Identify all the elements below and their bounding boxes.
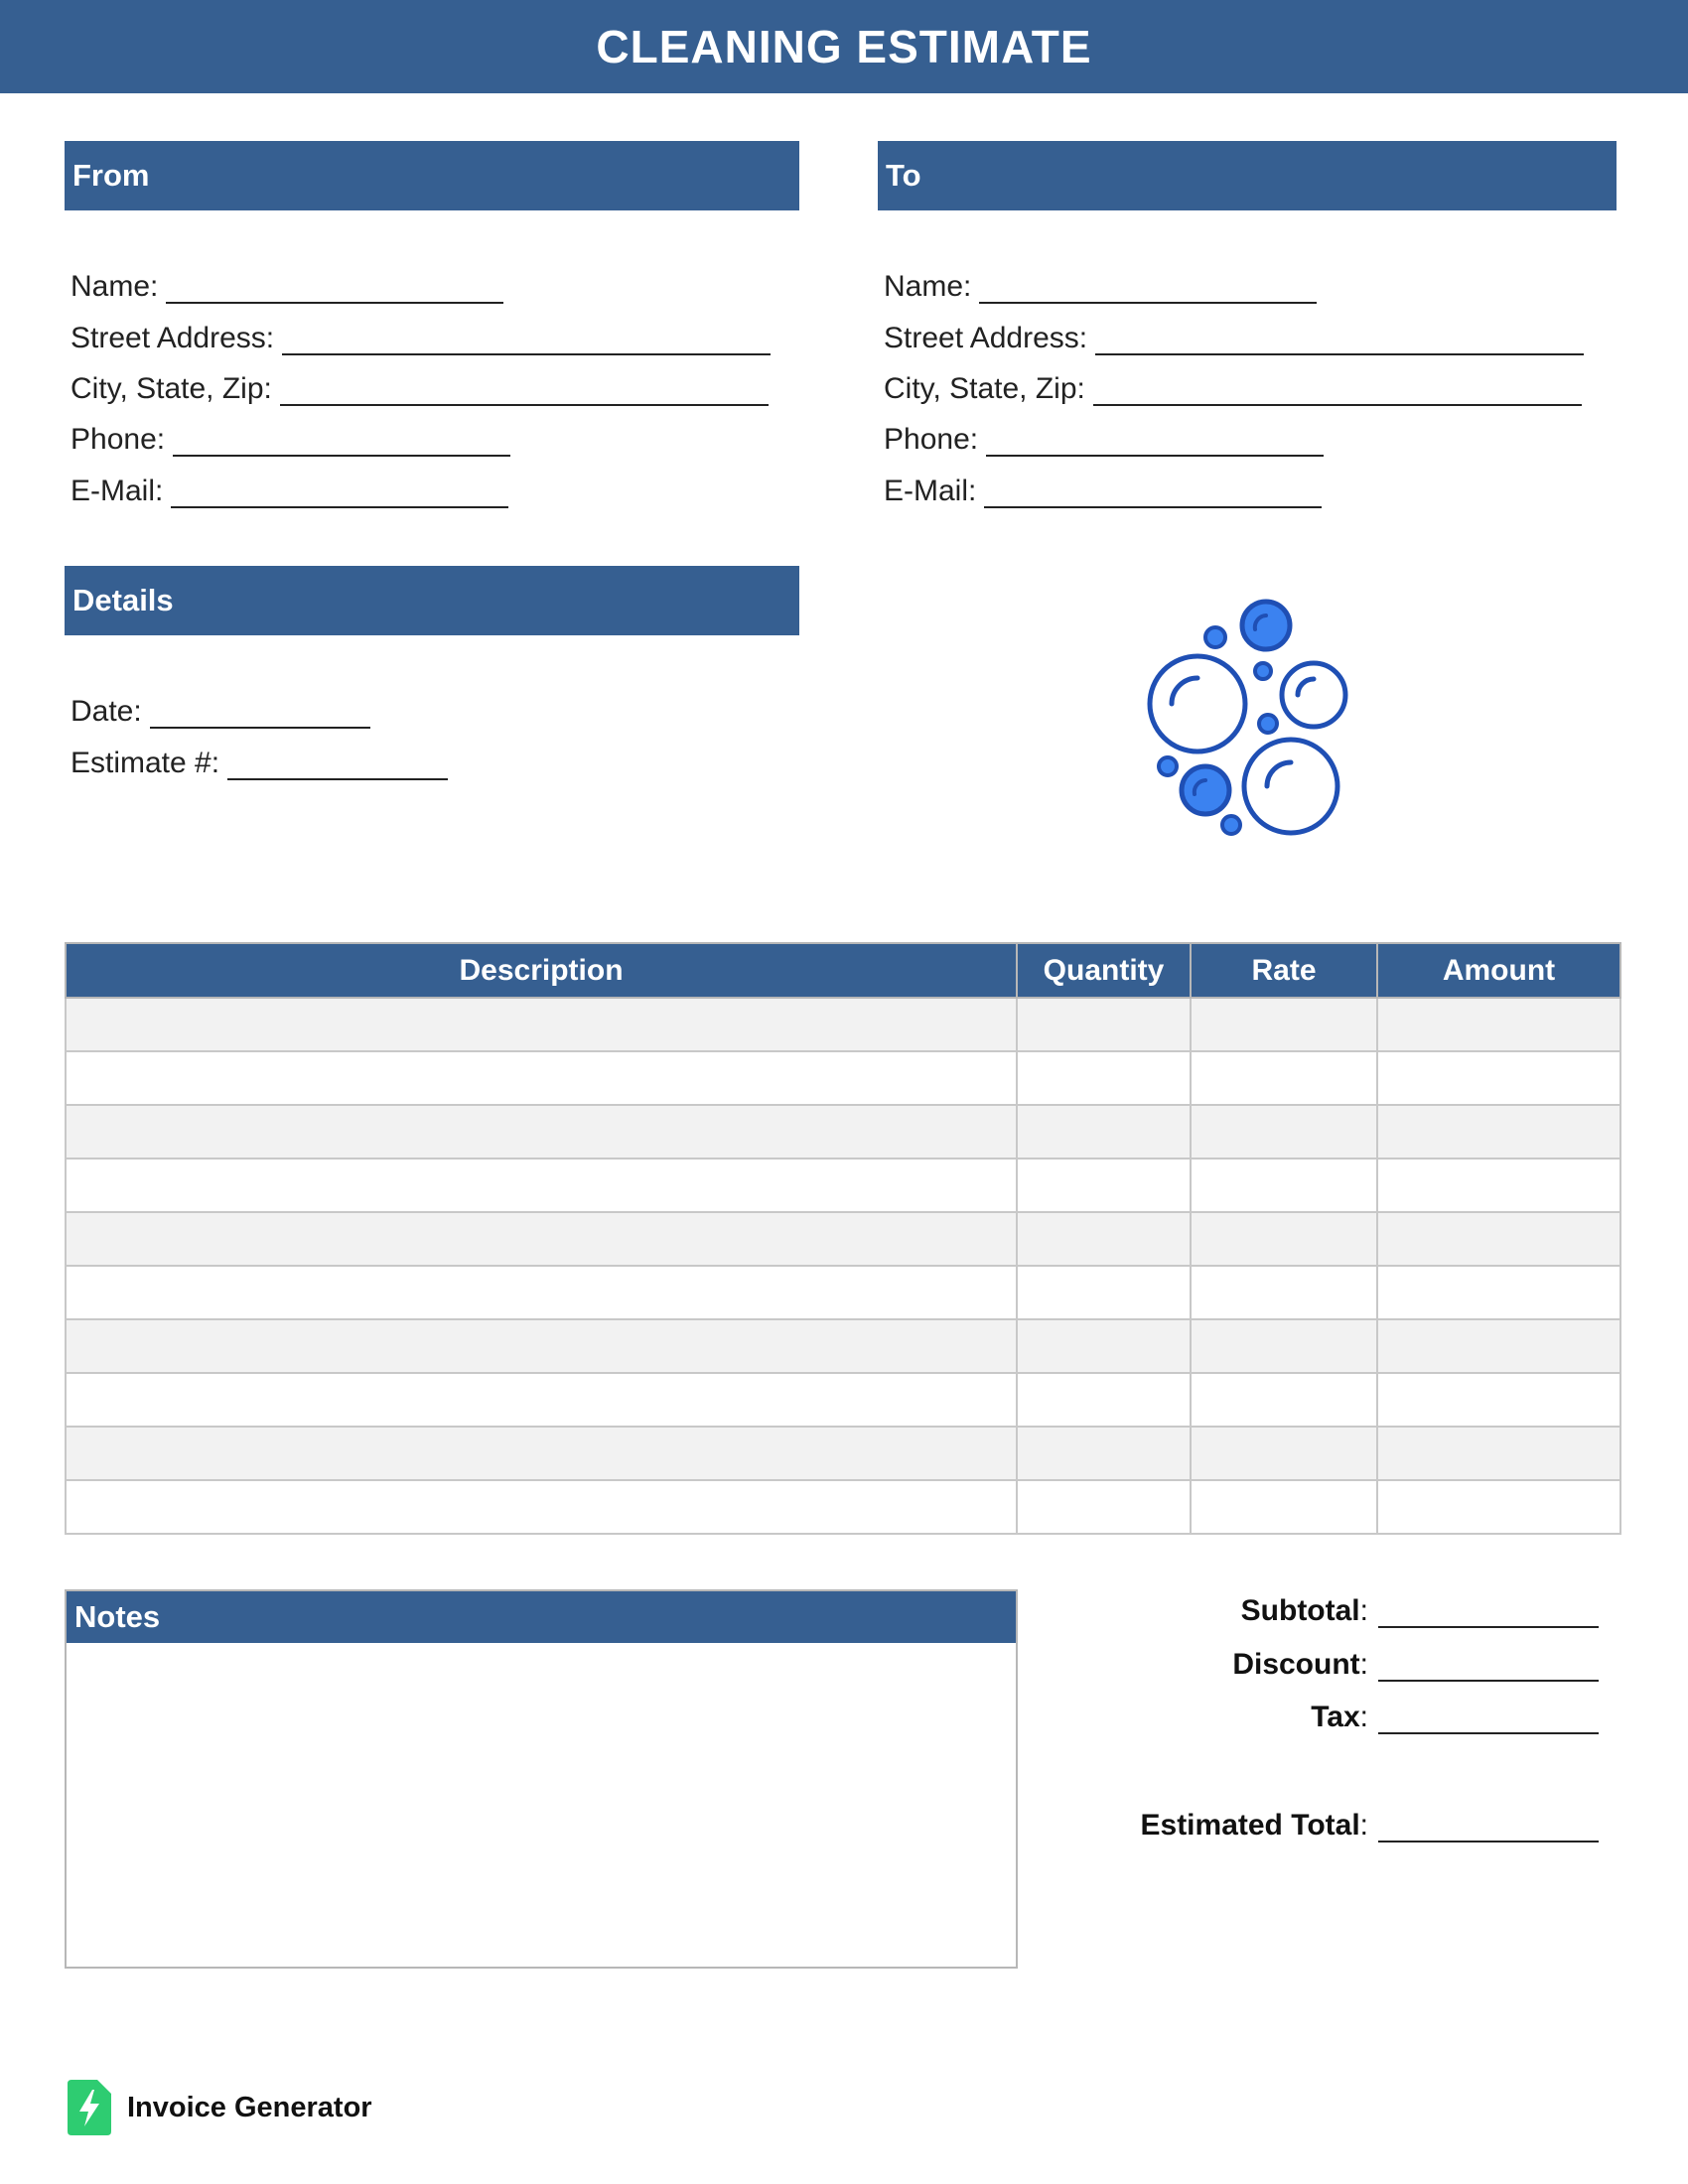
table-row	[66, 1373, 1620, 1427]
to-name-label: Name:	[884, 270, 972, 303]
from-city-field[interactable]	[70, 366, 769, 406]
from-street-line[interactable]	[282, 324, 771, 355]
notes-section-header	[67, 1591, 1016, 1643]
details-section-header	[65, 566, 799, 635]
quantity-cell[interactable]	[1017, 998, 1191, 1051]
from-name-line[interactable]	[166, 272, 503, 304]
tax-line[interactable]	[1378, 1703, 1599, 1734]
estimate-number-field[interactable]	[70, 741, 448, 780]
description-cell[interactable]	[66, 1159, 1017, 1212]
from-phone-line[interactable]	[173, 425, 510, 457]
quantity-cell[interactable]	[1017, 1212, 1191, 1266]
to-phone-label: Phone:	[884, 423, 979, 456]
from-street-label: Street Address:	[70, 322, 275, 354]
description-cell[interactable]	[66, 1212, 1017, 1266]
rate-cell[interactable]	[1191, 1427, 1377, 1480]
amount-cell[interactable]	[1377, 1212, 1620, 1266]
table-row	[66, 1319, 1620, 1373]
to-street-label: Street Address:	[884, 322, 1088, 354]
to-city-label: City, State, Zip:	[884, 372, 1085, 405]
to-name-line[interactable]	[979, 272, 1317, 304]
table-row	[66, 998, 1620, 1051]
table-row	[66, 1105, 1620, 1159]
table-row	[66, 1212, 1620, 1266]
to-section-header	[878, 141, 1617, 210]
from-name-field[interactable]	[70, 264, 503, 304]
to-street-field[interactable]	[884, 316, 1584, 355]
quantity-cell[interactable]	[1017, 1427, 1191, 1480]
line-items-table	[65, 942, 1621, 1535]
to-email-line[interactable]	[984, 477, 1322, 508]
quantity-cell[interactable]	[1017, 1480, 1191, 1534]
from-section-header	[65, 141, 799, 210]
page-title: CLEANING ESTIMATE	[596, 21, 1092, 72]
discount-colon: :	[1359, 1648, 1368, 1681]
from-phone-label: Phone:	[70, 423, 166, 456]
rate-cell[interactable]	[1191, 998, 1377, 1051]
amount-cell[interactable]	[1377, 1427, 1620, 1480]
rate-cell[interactable]	[1191, 1212, 1377, 1266]
table-header-row	[66, 943, 1620, 998]
description-cell[interactable]	[66, 1427, 1017, 1480]
from-city-label: City, State, Zip:	[70, 372, 272, 405]
to-email-label: E-Mail:	[884, 475, 977, 507]
from-street-field[interactable]	[70, 316, 771, 355]
to-street-line[interactable]	[1095, 324, 1584, 355]
date-field[interactable]	[70, 689, 370, 729]
amount-cell[interactable]	[1377, 1105, 1620, 1159]
quantity-cell[interactable]	[1017, 1319, 1191, 1373]
amount-cell[interactable]	[1377, 1319, 1620, 1373]
brand-logo[interactable]	[68, 2080, 372, 2135]
to-city-field[interactable]	[884, 366, 1582, 406]
subtotal-line[interactable]	[1378, 1596, 1599, 1628]
notes-heading: Notes	[74, 1599, 161, 1634]
brand-name: Invoice Generator	[127, 2091, 372, 2123]
quantity-cell[interactable]	[1017, 1051, 1191, 1105]
details-heading: Details	[72, 583, 174, 617]
from-name-label: Name:	[70, 270, 159, 303]
lightning-bolt-icon	[68, 2080, 111, 2135]
quantity-cell[interactable]	[1017, 1159, 1191, 1212]
description-cell[interactable]	[66, 1480, 1017, 1534]
from-email-line[interactable]	[171, 477, 508, 508]
from-phone-field[interactable]	[70, 417, 510, 457]
rate-cell[interactable]	[1191, 1373, 1377, 1427]
estimated-total-label: Estimated Total	[1140, 1809, 1360, 1842]
to-name-field[interactable]	[884, 264, 1317, 304]
tax-field[interactable]	[1311, 1695, 1599, 1734]
discount-field[interactable]	[1232, 1642, 1599, 1682]
subtotal-label: Subtotal	[1240, 1594, 1360, 1627]
totals-block	[1072, 1588, 1599, 1866]
table-row	[66, 1159, 1620, 1212]
amount-cell[interactable]	[1377, 1480, 1620, 1534]
estimate-number-label: Estimate #:	[70, 747, 220, 779]
column-header-description: Description	[66, 943, 1017, 998]
rate-cell[interactable]	[1191, 1319, 1377, 1373]
tax-colon: :	[1359, 1701, 1368, 1733]
tax-label: Tax	[1311, 1701, 1360, 1733]
table-row	[66, 1266, 1620, 1319]
bubbles-icon	[1132, 592, 1360, 850]
description-cell[interactable]	[66, 1051, 1017, 1105]
estimate-number-line[interactable]	[227, 749, 448, 780]
description-cell[interactable]	[66, 1319, 1017, 1373]
amount-cell[interactable]	[1377, 1051, 1620, 1105]
description-cell[interactable]	[66, 1266, 1017, 1319]
rate-cell[interactable]	[1191, 1159, 1377, 1212]
date-label: Date:	[70, 695, 142, 728]
rate-cell[interactable]	[1191, 1051, 1377, 1105]
from-email-field[interactable]	[70, 469, 508, 508]
quantity-cell[interactable]	[1017, 1373, 1191, 1427]
to-email-field[interactable]	[884, 469, 1322, 508]
column-header-quantity: Quantity	[1017, 943, 1191, 998]
to-phone-line[interactable]	[986, 425, 1324, 457]
discount-label: Discount	[1232, 1648, 1360, 1681]
quantity-cell[interactable]	[1017, 1105, 1191, 1159]
column-header-rate: Rate	[1191, 943, 1377, 998]
description-cell[interactable]	[66, 1373, 1017, 1427]
subtotal-colon: :	[1359, 1594, 1368, 1627]
to-phone-field[interactable]	[884, 417, 1324, 457]
description-cell[interactable]	[66, 998, 1017, 1051]
description-cell[interactable]	[66, 1105, 1017, 1159]
estimated-total-colon: :	[1359, 1809, 1368, 1842]
rate-cell[interactable]	[1191, 1480, 1377, 1534]
table-row	[66, 1427, 1620, 1480]
table-row	[66, 1480, 1620, 1534]
to-city-line[interactable]	[1093, 374, 1582, 406]
quantity-cell[interactable]	[1017, 1266, 1191, 1319]
column-header-amount: Amount	[1377, 943, 1620, 998]
table-row	[66, 1051, 1620, 1105]
date-line[interactable]	[150, 697, 370, 729]
rate-cell[interactable]	[1191, 1105, 1377, 1159]
from-heading: From	[72, 158, 150, 193]
amount-cell[interactable]	[1377, 1159, 1620, 1212]
estimated-total-field[interactable]	[1141, 1803, 1600, 1843]
page-title-banner	[0, 0, 1688, 93]
from-city-line[interactable]	[280, 374, 769, 406]
rate-cell[interactable]	[1191, 1266, 1377, 1319]
discount-line[interactable]	[1378, 1650, 1599, 1682]
amount-cell[interactable]	[1377, 1373, 1620, 1427]
amount-cell[interactable]	[1377, 998, 1620, 1051]
notes-box[interactable]	[65, 1589, 1018, 1969]
estimated-total-line[interactable]	[1378, 1811, 1599, 1843]
from-email-label: E-Mail:	[70, 475, 164, 507]
amount-cell[interactable]	[1377, 1266, 1620, 1319]
subtotal-field[interactable]	[1241, 1588, 1599, 1628]
to-heading: To	[886, 158, 921, 193]
